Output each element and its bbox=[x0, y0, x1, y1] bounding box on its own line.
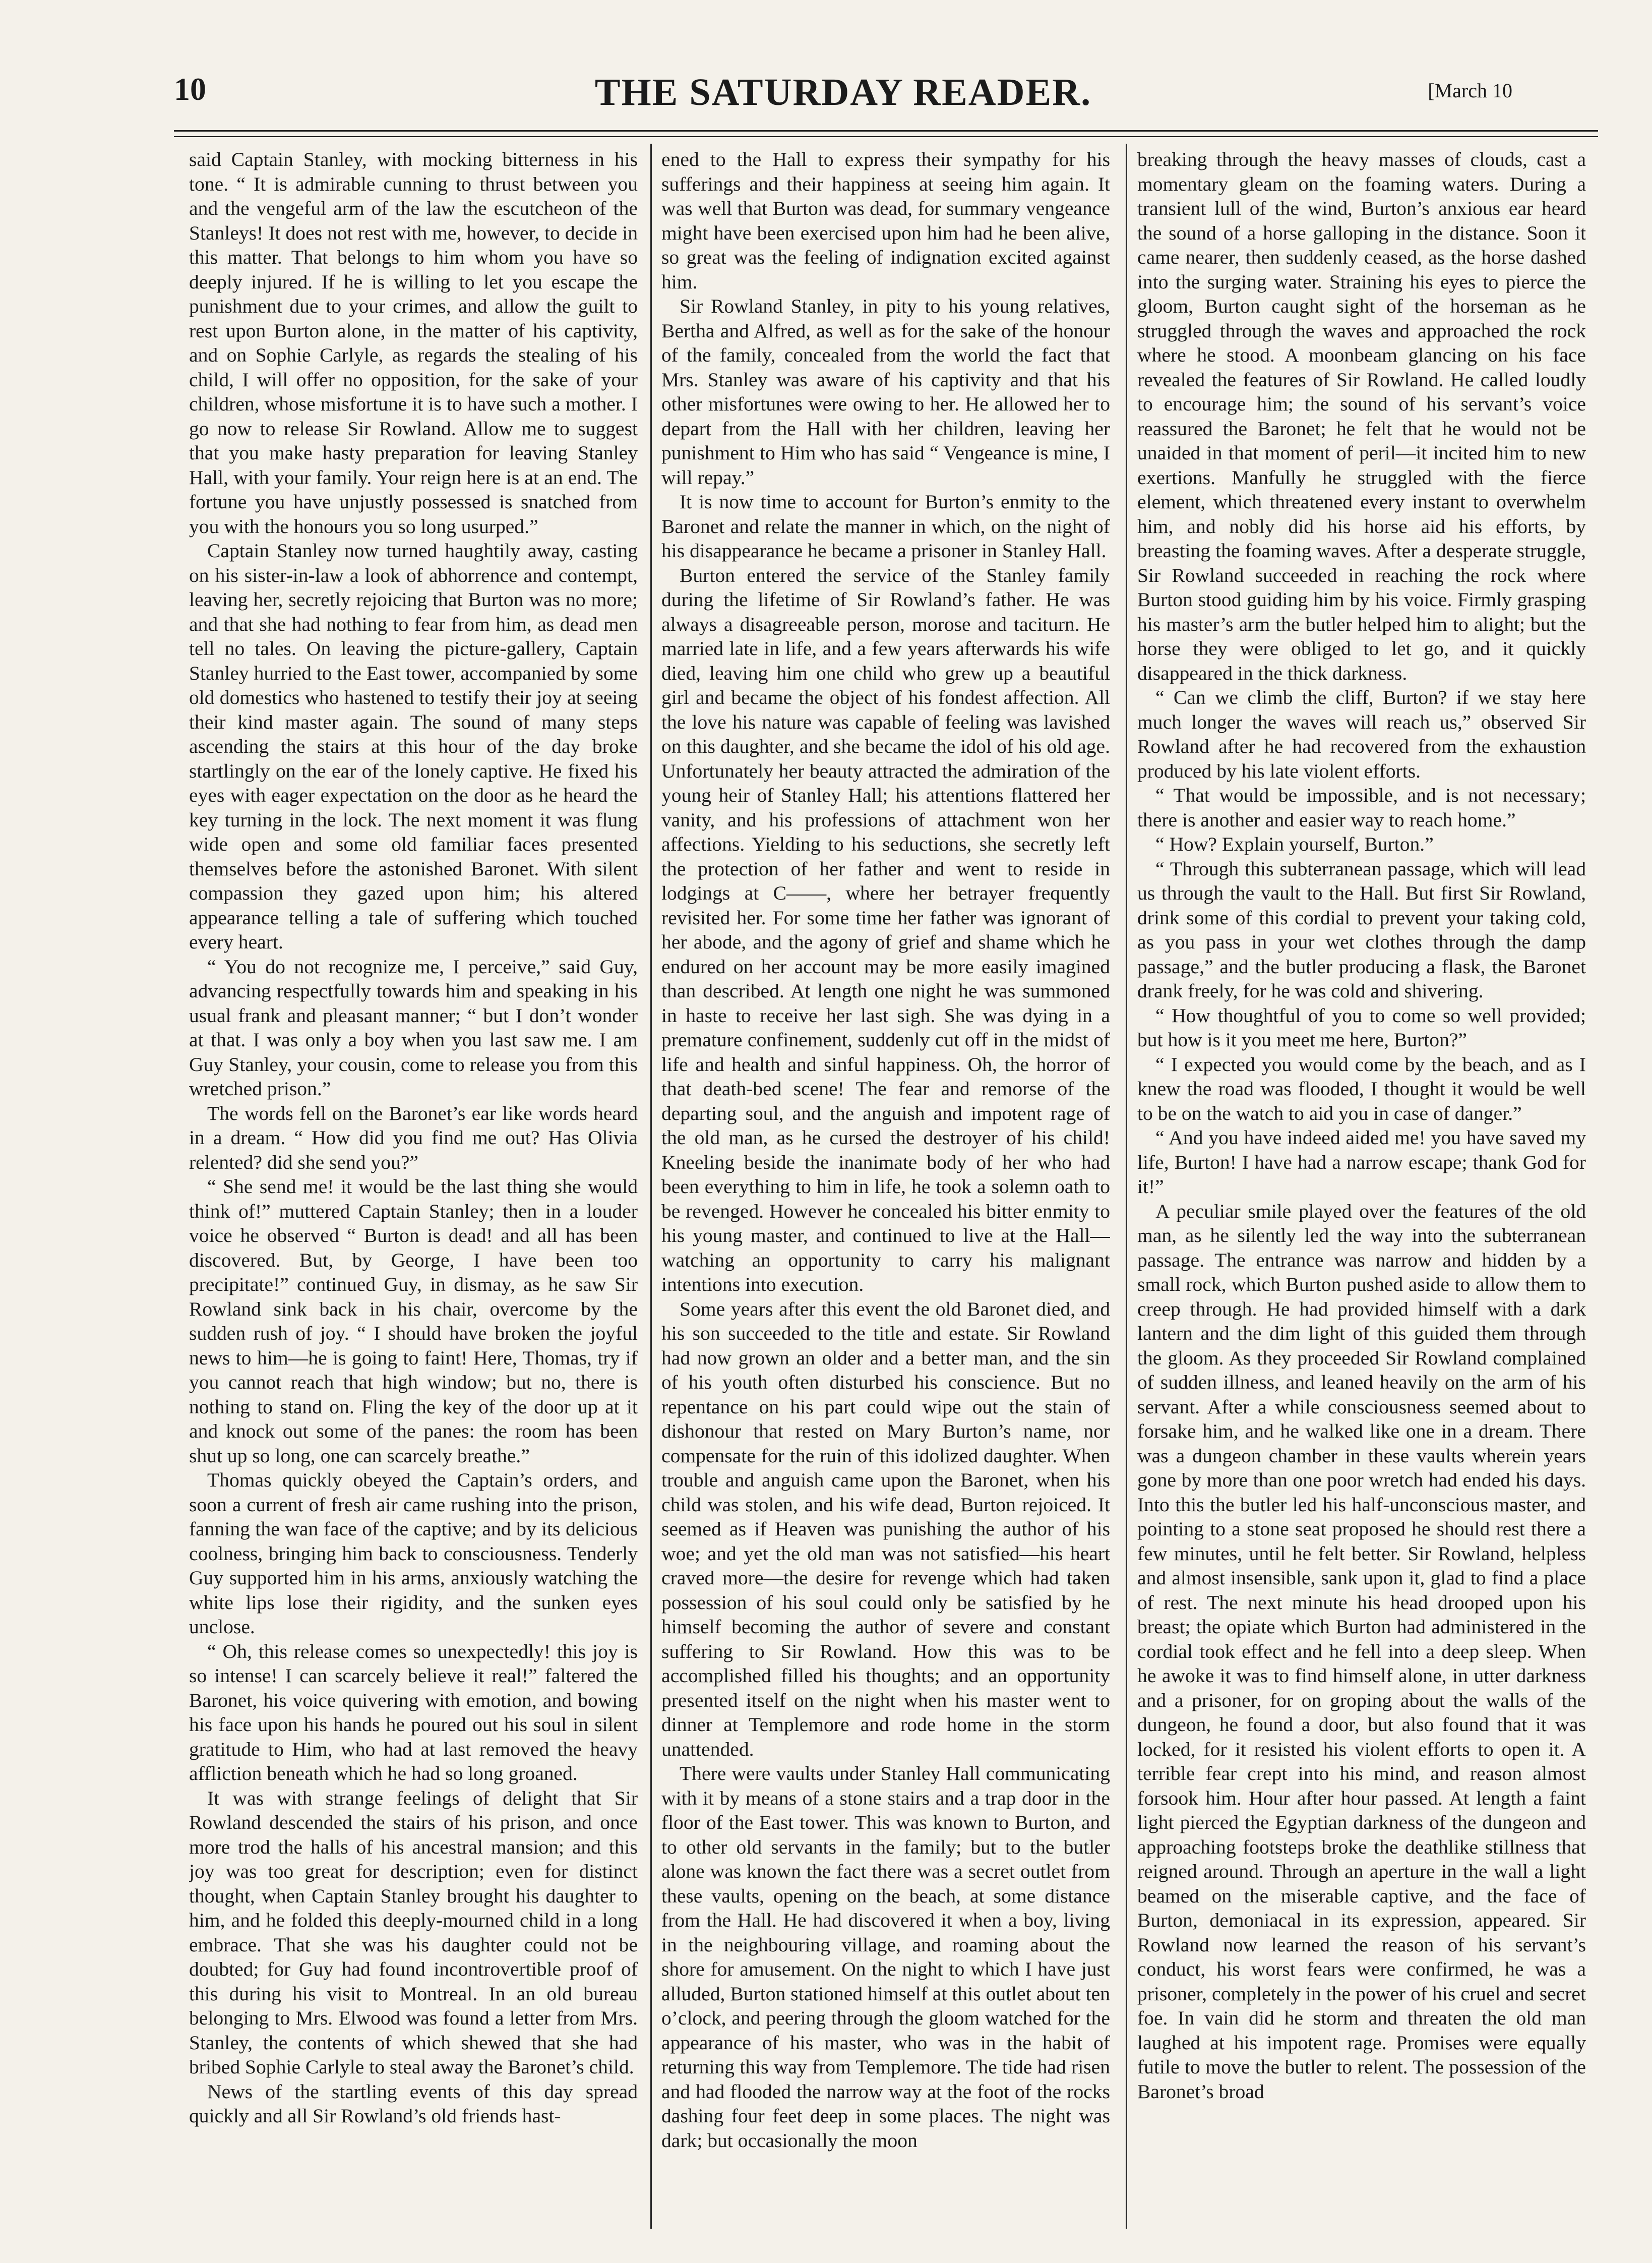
paragraph: Some years after this event the old Baronet died, and his son succeeded to the title and estate. Sir Rowland had now grown an older and a better man, and the sin of his youth often disturbed his conscience. But no repentance on his part could wipe out the stain of dishonour that rested on Mary Burton’s name, nor compensate for the ruin of this idolized daughter. When trouble and anguish came upon the Baronet, when his child was stolen, and his wife dead, Burton rejoiced. It seemed as if Heaven was punishing the author of his woe; and yet the old man was not satisfied—his heart craved more—the desire for revenge which had taken possession of his soul could only be satisfied by he himself becoming the author of severe and constant suffering to Sir Rowland. How this was to be accomplished filled his thoughts; and an opportunity presented itself on the night when his master went to dinner at Templemore and rode home in the storm unattended. bbox=[661, 1297, 1110, 1760]
paragraph: “ Through this subterranean passage, which will lead us through the vault to the Hall. But first Sir Rowland, drink some of this cordial to prevent your taking cold, as you pass in your wet clothes through the damp passage,” and the butler producing a flask, the Baronet drank freely, for he was cold and shivering. bbox=[1137, 857, 1586, 1002]
paragraph: The words fell on the Baronet’s ear like words heard in a dream. “ How did you find me out? Has Olivia relented? did she send you?” bbox=[189, 1102, 638, 1173]
paragraph: “ Can we climb the cliff, Burton? if we stay here much longer the waves will reach us,” observed Sir Rowland after he had recovered from the exhaustion produced by his late violent efforts. bbox=[1137, 686, 1586, 782]
masthead bbox=[174, 71, 1512, 131]
paragraph: “ Oh, this release comes so unexpectedly! this joy is so intense! I can scarcely believe it real!” faltered the Baronet, his voice quivering with emotion, and bowing his face upon his hands he poured out his soul in silent gratitude to Him, who had at last removed the heavy affliction beneath which he had so long groaned. bbox=[189, 1640, 638, 1784]
paragraph: “ How? Explain yourself, Burton.” bbox=[1155, 833, 1434, 855]
paragraph: Thomas quickly obeyed the Captain’s orders, and soon a current of fresh air came rushing into the prison, fanning the wan face of the captive; and by its delicious coolness, bringing him back to consciousness. Tenderly Guy supported him in his arms, anxiously watching the white lips lose their rigidity, and the sunken eyes unclose. bbox=[189, 1469, 638, 1638]
paragraph: A peculiar smile played over the features of the old man, as he silently led the way into the subterranean passage. The entrance was narrow and hidden by a small rock, which Burton pushed aside to allow them to creep through. He had provided himself with a dark lantern and the dim light of this guided them through the gloom. As they proceeded Sir Rowland complained of sudden illness, and leaned heavily on the arm of his servant. After a while consciousness seemed about to forsake him, and he walked like one in a dream. There was a dungeon chamber in these vaults wherein years gone by more than one poor wretch had ended his days. Into this the butler led his half-unconscious master, and pointing to a stone seat proposed he should rest there a few minutes, until he felt better. Sir Rowland, helpless and almost insensible, sank upon it, glad to find a place of rest. The next minute his head drooped upon his breast; the opiate which Burton had administered in the cordial took effect and he fell into a deep sleep. When he awoke it was to find himself alone, in utter darkness and a prisoner, for on groping about the walls of the dungeon, he found a door, but also found that it was locked, for it resisted his violent efforts to open it. A terrible fear crept into his mind, and reason almost forsook him. Hour after hour passed. At length a faint light pierced the Egyptian darkness of the dungeon and approaching footsteps broke the deathlike stillness that reigned around. Through an aperture in the wall a light beamed on the miserable captive, and the face of Burton, demoniacal in its expression, appeared. Sir Rowland now learned the reason of his servant’s conduct, his worst fears were confirmed, he was a prisoner, completely in the power of his cruel and secret foe. In vain did he storm and threaten the old man laughed at his impotent rage. Promises were equally futile to move the butler to relent. The possession of the Baronet’s broad bbox=[1137, 1200, 1586, 2103]
column-divider bbox=[1126, 144, 1127, 2229]
column-divider bbox=[650, 144, 652, 2229]
paragraph: Burton entered the service of the Stanley family during the lifetime of Sir Rowland’s father. He was always a disagreeable person, morose and taciturn. He married late in life, and a few years afterwards his wife died, leaving him one child who grew up a beautiful girl and became the object of his fondest affection. All the love his nature was capable of feeling was lavished on this daughter, and she became the idol of his old age. Unfortunately her beauty attracted the admiration of the young heir of Stanley Hall; his attentions flattered her vanity, and his professions of attachment won her affections. Yielding to his seductions, she secretly left the protection of her father and went to reside in lodgings at C——, where her betrayer frequently revisited her. For some time her father was ignorant of her abode, and the agony of grief and shame which he endured on her account may be more easily imagined than described. At length one night he was summoned in haste to receive her last sigh. She was dying in a premature confinement, suddenly cut off in the midst of life and health and sinful happiness. Oh, the horror of that death-bed scene! The fear and remorse of the departing soul, and the anguish and impotent rage of the old man, as he cursed the destroyer of his child! Kneeling beside the inanimate body of her who had been everything to him in life, he took a solemn oath to be revenged. However he concealed his bitter enmity to his young master, and continued to live at the Hall—watching an opportunity to carry his malignant intentions into execution. bbox=[661, 564, 1110, 1295]
paragraph: “ You do not recognize me, I perceive,” said Guy, advancing respectfully towards him and speaking in his usual frank and pleasant manner; “ but I don’t wonder at that. I was only a boy when you last saw me. I am Guy Stanley, your cousin, come to release you from this wretched prison.” bbox=[189, 955, 638, 1100]
paragraph: News of the startling events of this day spread quickly and all Sir Rowland’s old friends hast- bbox=[189, 2080, 638, 2127]
paragraph: breaking through the heavy masses of clouds, cast a momentary gleam on the foaming waters. During a transient lull of the wind, Burton’s anxious ear heard the sound of a horse galloping in the distance. Soon it came nearer, then suddenly ceased, as the horse dashed into the surging water. Straining his eyes to pierce the gloom, Burton caught sight of the horseman as he struggled through the waves and approached the rock where he stood. A moonbeam glancing on his face revealed the features of Sir Rowland. He called loudly to encourage him; the sound of his servant’s voice reassured the Baronet; he felt that he would not be unaided in that moment of peril—it incited him to new exertions. Manfully he struggled with the fierce element, which threatened every instant to overwhelm him, and nobly did his horse aid his efforts, by breasting the foaming waves. After a desperate struggle, Sir Rowland succeeded in reaching the rock where Burton stood guiding him by his voice. Firmly grasping his master’s arm the butler helped him to alight; but the horse they were obliged to let go, and it quickly disappeared in the thick darkness. bbox=[1137, 148, 1586, 684]
paragraph: “ I expected you would come by the beach, and as I knew the road was flooded, I thought it would be well to be on the watch to aid you in case of danger.” bbox=[1137, 1053, 1586, 1124]
text-column-1 bbox=[189, 147, 638, 2230]
text-column-3 bbox=[1137, 147, 1586, 2230]
header-rule-bottom bbox=[174, 136, 1598, 137]
paragraph: There were vaults under Stanley Hall communicating with it by means of a stone stairs and a trap door in the floor of the East tower. This was known to Burton, and to other old servants in the family; but to the butler alone was known the fact there was a secret outlet from these vaults, opening on the beach, at some distance from the Hall. He had discovered it when a boy, living in the neighbouring village, and roaming about the shore for amusement. On the night to which I have just alluded, Burton stationed himself at this outlet about ten o’clock, and peering through the gloom watched for the appearance of his master, who was in the habit of returning this way from Templemore. The tide had risen and had flooded the narrow way at the foot of the rocks dashing four feet deep in some places. The night was dark; but occasionally the moon bbox=[661, 1762, 1110, 2152]
issue-date: [March 10 bbox=[1428, 79, 1512, 102]
newspaper-title: THE SATURDAY READER. bbox=[594, 71, 1092, 113]
paragraph: ened to the Hall to express their sympathy for his sufferings and their happiness at seeing him again. It was well that Burton was dead, for summary vengeance might have been exercised upon him had he been alive, so great was the feeling of indignation excited against him. bbox=[661, 148, 1110, 293]
paragraph: “ She send me! it would be the last thing she would think of!” muttered Captain Stanley; then in a louder voice he observed “ Burton is dead! and all has been discovered. But, by George, I have been too precipitate!” continued Guy, in dismay, as he saw Sir Rowland sink back in his chair, overcome by the sudden rush of joy. “ I should have broken the joyful news to him—he is going to faint! Here, Thomas, try if you cannot reach that high window; but no, there is nothing to stand on. Fling the key of the door up at it and knock out some of the panes: the room has been shut up so long, one can scarcely breathe.” bbox=[189, 1175, 638, 1467]
paragraph: Sir Rowland Stanley, in pity to his young relatives, Bertha and Alfred, as well as for the sake of the honour of the family, concealed from the world the fact that Mrs. Stanley was aware of his captivity and that his other misfortunes were owing to her. He allowed her to depart from the Hall with her children, leaving her punishment to Him who has said “ Vengeance is mine, I will repay.” bbox=[661, 295, 1110, 489]
header-rule-top bbox=[174, 130, 1598, 132]
paragraph: “ That would be impossible, and is not necessary; there is another and easier way to reach home.” bbox=[1137, 784, 1586, 831]
paragraph: It was with strange feelings of delight that Sir Rowland descended the stairs of his prison, and once more trod the halls of his ancestral mansion; and this joy was too great for description; even for distinct thought, when Captain Stanley brought his daughter to him, and he folded this deeply-mourned child in a long embrace. That she was his daughter could not be doubted; for Guy had found incontrovertible proof of this during his visit to Montreal. In an old bureau belonging to Mrs. Elwood was found a letter from Mrs. Stanley, the contents of which shewed that she had bribed Sophie Carlyle to steal away the Baronet’s child. bbox=[189, 1786, 638, 2078]
paragraph: It is now time to account for Burton’s enmity to the Baronet and relate the manner in which, on the night of his disappearance he became a prisoner in Stanley Hall. bbox=[661, 491, 1110, 562]
text-column-2 bbox=[661, 147, 1110, 2230]
paragraph: “ And you have indeed aided me! you have saved my life, Burton! I have had a narrow escape; thank God for it!” bbox=[1137, 1126, 1586, 1198]
paragraph: Captain Stanley now turned haughtily away, casting on his sister-in-law a look of abhorrence and contempt, leaving her, secretly rejoicing that Burton was no more; and that she had nothing to fear from him, as dead men tell no tales. On leaving the picture-gallery, Captain Stanley hurried to the East tower, accompanied by some old domestics who hastened to testify their joy at seeing their kind master again. The sound of many steps ascending the stairs at this hour of the day broke startlingly on the ear of the lonely captive. He fixed his eyes with eager expectation on the door as he heard the key turning in the lock. The next moment it was flung wide open and some old familiar faces presented themselves before the astonished Baronet. With silent compassion they gazed upon him; his altered appearance telling a tale of suffering which touched every heart. bbox=[189, 540, 638, 953]
paragraph: said Captain Stanley, with mocking bitterness in his tone. “ It is admirable cunning to thrust between you and the vengeful arm of the law the escutcheon of the Stanleys! It does not rest with me, however, to decide in this matter. That belongs to him whom you have so deeply injured. If he is willing to let you escape the punishment due to your crimes, and allow the guilt to rest upon Burton alone, in the matter of his captivity, and on Sophie Carlyle, as regards the stealing of his child, I will offer no opposition, for the sake of your children, whose misfortune it is to have such a mother. I go now to release Sir Rowland. Allow me to suggest that you make hasty preparation for leaving Stanley Hall, with your family. Your reign here is at an end. The fortune you have unjustly possessed is snatched from you with the honours you so long usurped.” bbox=[189, 148, 638, 538]
page-number: 10 bbox=[174, 71, 206, 107]
paragraph: “ How thoughtful of you to come so well provided; but how is it you meet me here, Burton?” bbox=[1137, 1004, 1586, 1051]
